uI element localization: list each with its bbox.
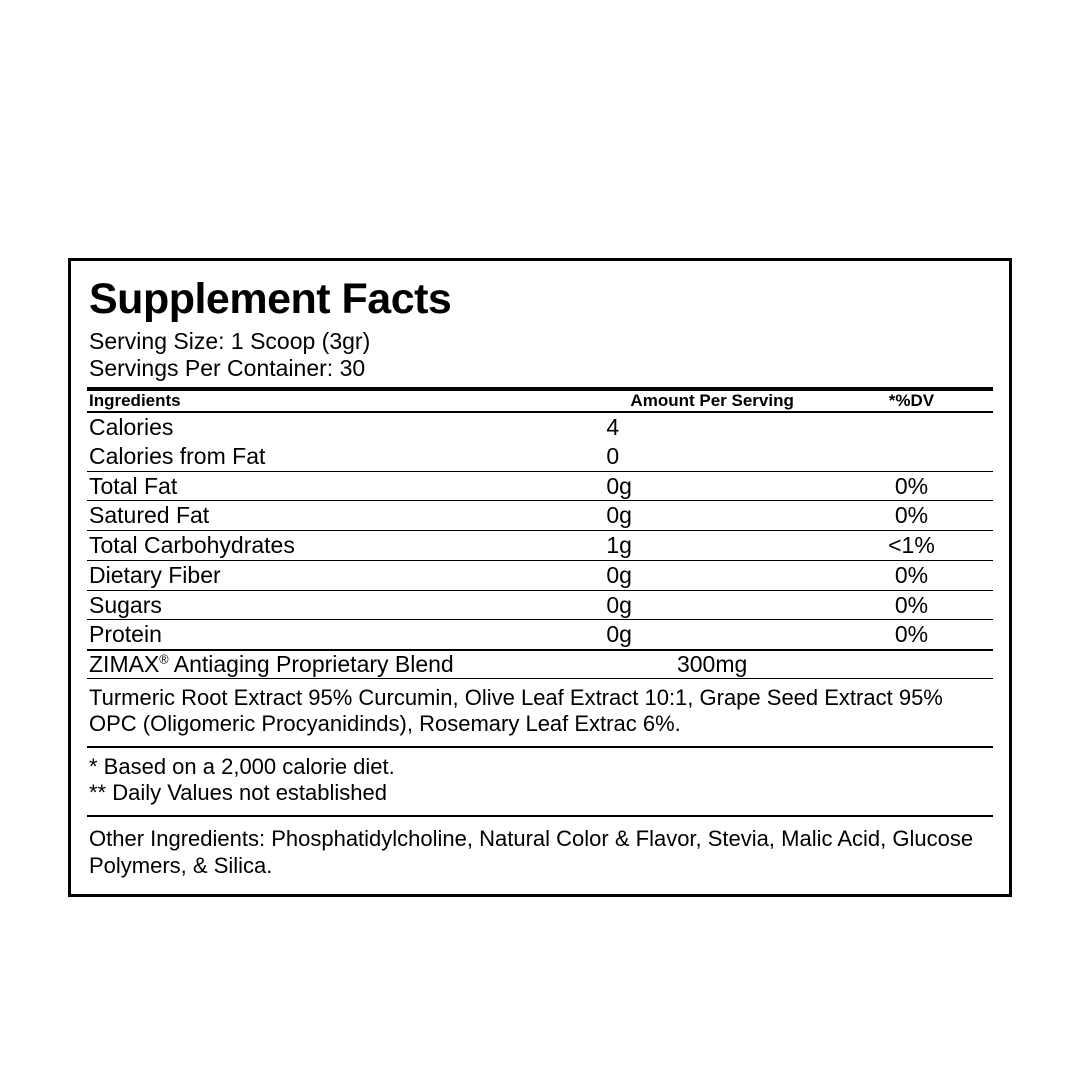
row-dv: 0% xyxy=(894,502,929,529)
table-row xyxy=(87,501,993,530)
table-row xyxy=(87,442,993,471)
row-label: Total Fat xyxy=(89,472,178,499)
footnote-calorie-diet: * Based on a 2,000 calorie diet. xyxy=(89,753,395,779)
table-row xyxy=(87,591,993,620)
divider-blend-bottom xyxy=(87,679,993,680)
blend-name-prefix: ZIMAX xyxy=(89,651,160,678)
column-header-dv: *%DV xyxy=(888,391,935,411)
page-title: Supplement Facts xyxy=(89,275,452,323)
blend-name-suffix: Antiaging Proprietary Blend xyxy=(168,651,454,678)
blend-label xyxy=(87,651,594,679)
row-dv: 0% xyxy=(894,472,929,499)
row-dv: 0% xyxy=(894,591,929,618)
row-amount: 0g xyxy=(606,472,632,499)
row-amount: 0g xyxy=(606,502,632,529)
row-dv: <1% xyxy=(888,532,935,559)
row-dv: 0% xyxy=(894,561,929,588)
row-label: Calories xyxy=(89,414,174,441)
row-label: Satured Fat xyxy=(89,502,210,529)
supplement-facts-panel xyxy=(68,258,1012,897)
blend-amount: 300mg xyxy=(676,651,748,678)
row-amount: 0g xyxy=(606,591,632,618)
row-label: Sugars xyxy=(89,591,162,618)
table-row xyxy=(87,561,993,590)
row-amount: 4 xyxy=(606,414,620,441)
table-header-row xyxy=(87,391,993,412)
table-row xyxy=(87,620,993,650)
table-row xyxy=(87,531,993,560)
blend-ingredients-text: Turmeric Root Extract 95% Curcumin, Olive Leaf Extract 10:1, Grape Seed Extract 95% OPC (Oligomeric Procyanidinds), Rosemary Leaf Extrac 6%. xyxy=(89,685,943,737)
row-amount: 1g xyxy=(606,532,632,559)
registered-trademark-icon: ® xyxy=(159,652,169,667)
table-row xyxy=(87,413,993,442)
column-header-ingredients: Ingredients xyxy=(89,391,181,411)
row-amount: 0 xyxy=(606,442,620,469)
row-amount: 0g xyxy=(606,561,632,588)
row-label: Dietary Fiber xyxy=(89,561,221,588)
column-header-amount: Amount Per Serving xyxy=(630,391,794,411)
row-label: Protein xyxy=(89,621,162,648)
row-amount: 0g xyxy=(606,621,632,648)
proprietary-blend-row xyxy=(87,651,993,679)
table-row xyxy=(87,472,993,501)
nutrition-table xyxy=(87,391,993,679)
row-dv xyxy=(830,413,993,442)
row-dv: 0% xyxy=(894,621,929,648)
servings-per-container-text: Servings Per Container: 30 xyxy=(89,354,366,381)
row-label: Calories from Fat xyxy=(89,442,266,469)
serving-size-text: Serving Size: 1 Scoop (3gr) xyxy=(89,328,371,355)
divider-footnotes-top xyxy=(87,746,993,748)
divider-other-ingredients-top xyxy=(87,815,993,817)
footnote-daily-values: ** Daily Values not established xyxy=(89,780,387,806)
blend-dv xyxy=(830,651,993,679)
row-label: Total Carbohydrates xyxy=(89,532,295,559)
row-dv xyxy=(830,442,993,471)
other-ingredients-text: Other Ingredients: Phosphatidylcholine, Natural Color & Flavor, Stevia, Malic Acid, Glucose Polymers, & Silica. xyxy=(89,825,974,879)
